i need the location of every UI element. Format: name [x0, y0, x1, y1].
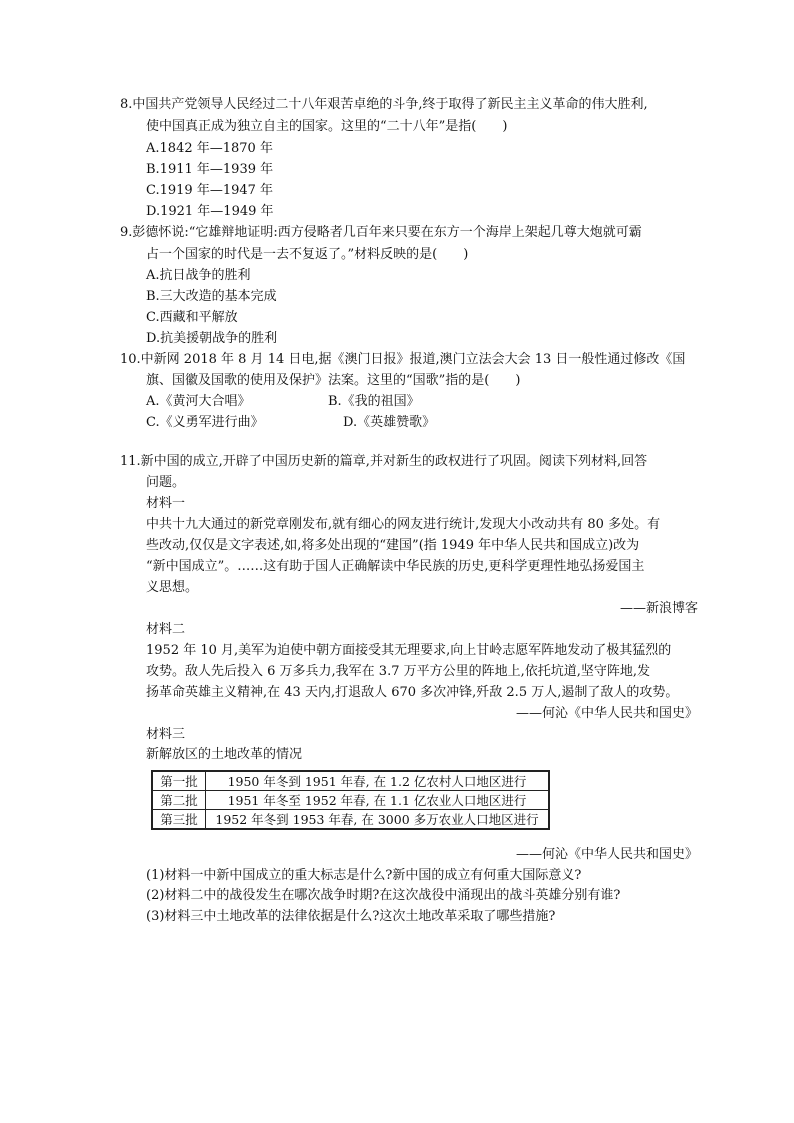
table-cell-desc: 1952 年冬到 1953 年春, 在 3000 多万农业人口地区进行: [206, 810, 550, 830]
material-two-title: 材料二: [146, 622, 186, 637]
q8-option-c: C.1919 年—1947 年: [146, 183, 274, 198]
sub-question-2: (2)材料二中的战役发生在哪次战争时期?在这次战役中涌现出的战斗英雄分别有谁?: [146, 888, 621, 903]
table-cell-batch: 第二批: [152, 791, 206, 810]
material-three-caption: 新解放区的土地改革的情况: [146, 747, 303, 762]
table-cell-batch: 第一批: [152, 771, 206, 791]
material-two-source: ——何沁《中华人民共和国史》: [515, 706, 698, 721]
q11-stem-line1: 11.新中国的成立,开辟了中国历史新的篇章,并对新生的政权进行了巩固。阅读下列材料,回答: [120, 454, 648, 469]
land-reform-table: [151, 770, 550, 830]
material-one-source: ——新浪博客: [619, 601, 698, 616]
q9-option-c: C.西藏和平解放: [146, 310, 238, 325]
q10-option-d: D.《英雄赞歌》: [343, 415, 436, 430]
material-two-line: 攻势。敌人先后投入 6 万多兵力,我军在 3.7 万平方公里的阵地上,依托坑道,坚守阵地,发: [146, 664, 651, 679]
q9-stem-line1: 9.彭德怀说:“它雄辩地证明:西方侵略者几百年来只要在东方一个海岸上架起几尊大炮就可霸: [120, 225, 642, 240]
q9-option-d: D.抗美援朝战争的胜利: [146, 331, 278, 346]
q9-stem-line2: 占一个国家的时代是一去不复返了。”材料反映的是( ): [146, 247, 469, 262]
material-one-line: 义思想。: [146, 580, 199, 595]
material-one-line: “新中国成立”。……这有助于国人正确解读中华民族的历史,更科学更理性地弘扬爱国主: [146, 559, 645, 574]
table-cell-desc: 1951 年冬至 1952 年春, 在 1.1 亿农业人口地区进行: [206, 791, 550, 810]
material-two-line: 扬革命英雄主义精神,在 43 天内,打退敌人 670 多次冲锋,歼敌 2.5 万人,遏制了敌人的攻势。: [146, 685, 679, 700]
q10-stem-line1: 10.中新网 2018 年 8 月 14 日电,据《澳门日报》报道,澳门立法会大会 13 日一般性通过修改《国: [120, 352, 686, 367]
table-cell-batch: 第三批: [152, 810, 206, 830]
sub-question-3: (3)材料三中土地改革的法律依据是什么?这次土地改革采取了哪些措施?: [146, 909, 556, 924]
q10-option-b: B.《我的祖国》: [328, 394, 420, 409]
q11-stem-line2: 问题。: [146, 475, 186, 490]
material-one-line: 些改动,仅仅是文字表述,如,将多处出现的“建国”(指 1949 年中华人民共和国成立)改为: [146, 538, 640, 553]
q8-option-a: A.1842 年—1870 年: [146, 141, 273, 156]
sub-question-1: (1)材料一中新中国成立的重大标志是什么?新中国的成立有何重大国际意义?: [146, 868, 582, 883]
q8-option-b: B.1911 年—1939 年: [146, 162, 274, 177]
q8-stem-line2: 使中国真正成为独立自主的国家。这里的“二十八年”是指( ): [146, 119, 508, 134]
table-row: [152, 810, 549, 830]
table-cell-desc: 1950 年冬到 1951 年春, 在 1.2 亿农村人口地区进行: [206, 771, 550, 791]
material-two-line: 1952 年 10 月,美军为迫使中朝方面接受其无理要求,向上甘岭志愿军阵地发动了极其猛烈的: [146, 643, 672, 658]
q10-stem-line2: 旗、国徽及国歌的使用及保护》法案。这里的“国歌”指的是( ): [146, 373, 521, 388]
material-three-source: ——何沁《中华人民共和国史》: [515, 847, 698, 862]
q8-stem-line1: 8.中国共产党领导人民经过二十八年艰苦卓绝的斗争,终于取得了新民主主义革命的伟大胜利,: [120, 97, 648, 112]
q9-option-a: A.抗日战争的胜利: [146, 268, 251, 283]
table-row: [152, 771, 549, 791]
q8-option-d: D.1921 年—1949 年: [146, 204, 274, 219]
material-three-title: 材料三: [146, 727, 186, 742]
q10-option-c: C.《义勇军进行曲》: [146, 415, 264, 430]
material-one-title: 材料一: [146, 496, 186, 511]
table-row: [152, 791, 549, 810]
material-one-line: 中共十九大通过的新党章刚发布,就有细心的网友进行统计,发现大小改动共有 80 多处。有: [146, 517, 661, 532]
q9-option-b: B.三大改造的基本完成: [146, 289, 277, 304]
q10-option-a: A.《黄河大合唱》: [146, 394, 251, 409]
